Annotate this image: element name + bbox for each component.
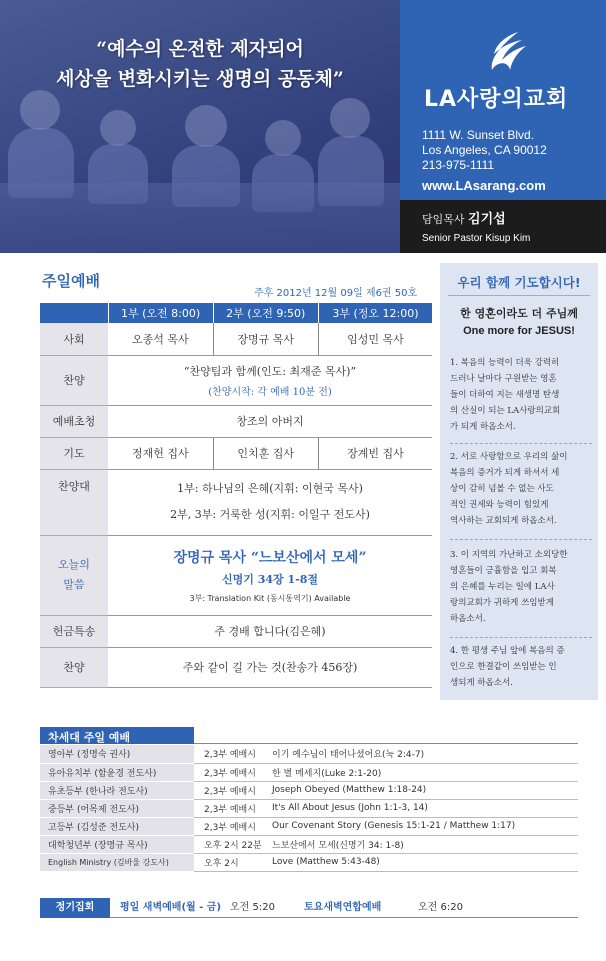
photo-figure bbox=[20, 90, 60, 130]
header-service-1: 1부 (오전 8:00) bbox=[108, 303, 213, 323]
address-line: Los Angeles, CA 90012 bbox=[422, 143, 547, 157]
regular-label: 정기집회 bbox=[40, 898, 110, 918]
row-praise bbox=[40, 355, 432, 405]
prayer-line: 4. 한 평생 주님 앞에 복음의 증 bbox=[450, 646, 565, 656]
prayer-line: 들이 더하여 지는 새생명 탄생 bbox=[450, 390, 560, 400]
regular-meetings bbox=[40, 898, 578, 918]
address-line: 1111 W. Sunset Blvd. bbox=[422, 128, 535, 142]
sermon-label bbox=[40, 535, 108, 615]
title-cell: 한 별 메세지(Luke 2:1-20) bbox=[272, 763, 578, 781]
row-label: 기도 bbox=[40, 437, 108, 469]
dept-cell: 고등부 (김성준 전도사) bbox=[40, 817, 194, 835]
time-cell: 오후 2시 bbox=[194, 853, 272, 871]
row-host bbox=[40, 323, 432, 355]
time-cell: 2,3부 예배시 bbox=[194, 763, 272, 781]
next-gen-table bbox=[40, 745, 578, 872]
prayer-item bbox=[450, 547, 594, 627]
row-closing bbox=[40, 647, 432, 687]
prayer-1: 정재헌 집사 bbox=[108, 437, 213, 469]
prayer-line: 1. 복음의 능력이 더욱 강력히 bbox=[450, 358, 560, 368]
prayer-line: 인으로 한결같이 쓰임받는 인 bbox=[450, 662, 557, 672]
call-text: 창조의 아버지 bbox=[108, 405, 432, 437]
row-prayer bbox=[40, 437, 432, 469]
row-label: 헌금특송 bbox=[40, 615, 108, 647]
schedule-header-row bbox=[40, 303, 432, 323]
title-cell: 이기 예수님이 태어나셨어요(눅 2:4-7) bbox=[272, 745, 578, 763]
table-row bbox=[40, 799, 578, 817]
row-label: 찬양 bbox=[40, 355, 108, 405]
praise-cell bbox=[108, 355, 432, 405]
sermon-label-line: 오늘의 bbox=[58, 558, 90, 571]
prayer-item bbox=[450, 355, 594, 435]
dept-cell: 유초등부 (한나라 전도사) bbox=[40, 781, 194, 799]
dept-cell: 중등부 (어목제 전도사) bbox=[40, 799, 194, 817]
flame-logo-icon bbox=[488, 30, 528, 74]
dept-cell: 영아부 (정명숙 권사) bbox=[40, 745, 194, 763]
sermon-verse: 신명기 34장 1-8절 bbox=[222, 572, 318, 586]
dept-cell: English Ministry (김바울 강도사) bbox=[40, 853, 194, 871]
photo-figure bbox=[330, 98, 370, 138]
prayer-line: 하옵소서. bbox=[450, 614, 486, 624]
row-offering bbox=[40, 615, 432, 647]
quote-line: 세상을 변화시키는 생명의 공동체” bbox=[56, 68, 344, 90]
hero-photo bbox=[0, 0, 400, 253]
prayer-subtitle-en: One more for JESUS! bbox=[463, 325, 575, 337]
pastor-panel bbox=[400, 200, 606, 253]
photo-figure bbox=[265, 120, 301, 156]
prayer-line: 복음의 증거가 되게 하셔서 세 bbox=[450, 468, 560, 478]
service-date: 주후 2012년 12월 09일 제6권 50호 bbox=[254, 288, 418, 299]
dept-cell: 유아유치부 (함윤경 전도사) bbox=[40, 763, 194, 781]
prayer-line: 가 되게 하옵소서. bbox=[450, 422, 516, 432]
praise-hint: (찬양시작: 각 예배 10분 전) bbox=[208, 386, 332, 398]
prayer-subtitle: 한 영혼이라도 더 주님께 bbox=[460, 307, 578, 320]
time-cell: 오후 2시 22분 bbox=[194, 835, 272, 853]
title-cell: Our Covenant Story (Genesis 15:1-21 / Matthew 1:17) bbox=[272, 817, 578, 835]
sermon-title: 장명규 목사 “느보산에서 모세” bbox=[173, 549, 367, 566]
divider bbox=[448, 295, 590, 296]
weekday-dawn-time: 오전 5:20 bbox=[230, 902, 275, 913]
time-cell: 2,3부 예배시 bbox=[194, 745, 272, 763]
prayer-3: 장계빈 집사 bbox=[318, 437, 432, 469]
saturday-dawn-name: 토요새벽연합예배 bbox=[304, 902, 382, 913]
host-1: 오종석 목사 bbox=[108, 323, 213, 355]
row-label: 찬양 bbox=[40, 647, 108, 687]
table-row bbox=[40, 853, 578, 871]
row-call bbox=[40, 405, 432, 437]
prayer-line: 상이 감히 넘볼 수 없는 사도 bbox=[450, 484, 554, 494]
service-schedule-table bbox=[40, 303, 432, 688]
table-row bbox=[40, 817, 578, 835]
website-link[interactable]: www.LAsarang.com bbox=[422, 178, 546, 193]
header bbox=[0, 0, 606, 253]
pastor-name: 김기섭 bbox=[468, 212, 506, 227]
hero-quote bbox=[0, 34, 400, 94]
prayer-line: 3. 이 지역의 가난하고 소외당한 bbox=[450, 550, 568, 560]
prayer-item bbox=[450, 449, 594, 529]
row-label: 찬양대 bbox=[40, 469, 108, 535]
sermon-cell bbox=[108, 535, 432, 615]
row-sermon bbox=[40, 535, 432, 615]
prayer-line: 의 은혜를 누리는 일에 LA사 bbox=[450, 582, 555, 592]
church-address bbox=[422, 128, 547, 173]
header-service-3: 3부 (정오 12:00) bbox=[318, 303, 432, 323]
sermon-label-line: 말씀 bbox=[63, 578, 85, 591]
title-cell: It's All About Jesus (John 1:1-3, 14) bbox=[272, 799, 578, 817]
saturday-dawn-time: 오전 6:20 bbox=[418, 902, 463, 913]
prayer-title: 우리 함께 기도합시다! bbox=[457, 275, 581, 290]
photo-figure bbox=[100, 110, 136, 146]
choir-cell bbox=[108, 469, 432, 535]
prayer-line: 역사하는 교회되게 하옵소서. bbox=[450, 516, 557, 526]
prayer-line: 영혼들이 긍휼함을 입고 회복 bbox=[450, 566, 557, 576]
prayer-line: 생되게 하옵소서. bbox=[450, 678, 513, 688]
brand-panel bbox=[400, 0, 606, 200]
header-service-2: 2부 (오전 9:50) bbox=[213, 303, 318, 323]
host-3: 임성민 목사 bbox=[318, 323, 432, 355]
table-row bbox=[40, 781, 578, 799]
divider bbox=[194, 743, 578, 744]
praise-text: “찬양팀과 함께(인도: 최재준 목사)” bbox=[183, 364, 357, 378]
prayer-line: 드러나 날마다 구원받는 영혼 bbox=[450, 374, 557, 384]
prayer-line: 의 산실이 되는 LA사랑의교회 bbox=[450, 406, 561, 416]
dept-cell: 대학청년부 (장명규 목사) bbox=[40, 835, 194, 853]
header-blank bbox=[40, 303, 108, 323]
prayer-item bbox=[450, 643, 594, 691]
table-row bbox=[40, 763, 578, 781]
pastor-english: Senior Pastor Kisup Kim bbox=[422, 233, 531, 244]
row-label: 예배초청 bbox=[40, 405, 108, 437]
prayer-panel bbox=[440, 263, 598, 700]
weekday-dawn-name: 평일 새벽예배(월 - 금) bbox=[120, 902, 222, 913]
church-name: LA사랑의교회 bbox=[424, 87, 569, 112]
prayer-2: 인치훈 집사 bbox=[213, 437, 318, 469]
divider bbox=[450, 443, 592, 444]
host-2: 장명규 목사 bbox=[213, 323, 318, 355]
phone: 213-975-1111 bbox=[422, 158, 495, 172]
next-gen-title: 차세대 주일 예배 bbox=[40, 727, 194, 744]
choir-line: 1부: 하나님의 은혜(지휘: 이현국 목사) bbox=[177, 482, 363, 495]
photo-ground bbox=[0, 183, 400, 253]
choir-line: 2부, 3부: 거룩한 성(지휘: 이일구 전도사) bbox=[170, 508, 370, 521]
prayer-line: 적인 권세와 능력이 힘있게 bbox=[450, 500, 549, 510]
photo-figure bbox=[185, 105, 227, 147]
row-choir bbox=[40, 469, 432, 535]
service-title: 주일예배 bbox=[42, 272, 100, 290]
table-row bbox=[40, 835, 578, 853]
offering-text: 주 경배 합니다(김은혜) bbox=[108, 615, 432, 647]
title-cell: Love (Matthew 5:43-48) bbox=[272, 853, 578, 871]
divider bbox=[450, 637, 592, 638]
quote-line: “예수의 온전한 제자되어 bbox=[96, 38, 304, 60]
title-cell: Joseph Obeyed (Matthew 1:18-24) bbox=[272, 781, 578, 799]
prayer-line: 2. 서로 사랑함으로 우리의 삶이 bbox=[450, 452, 568, 462]
time-cell: 2,3부 예배시 bbox=[194, 781, 272, 799]
prayer-line: 랑의교회가 귀하게 쓰임받게 bbox=[450, 598, 554, 608]
pastor-label: 담임목사 bbox=[422, 213, 465, 226]
divider bbox=[450, 539, 592, 540]
title-cell: 느보산에서 모세(신명기 34: 1-8) bbox=[272, 835, 578, 853]
sermon-note: 3부: Translation Kit (동시통역기) Available bbox=[189, 593, 351, 603]
time-cell: 2,3부 예배시 bbox=[194, 799, 272, 817]
pastor-korean bbox=[422, 208, 606, 227]
time-cell: 2,3부 예배시 bbox=[194, 817, 272, 835]
table-row bbox=[40, 745, 578, 763]
row-label: 사회 bbox=[40, 323, 108, 355]
closing-text: 주와 같이 길 가는 것(찬송가 456장) bbox=[108, 647, 432, 687]
